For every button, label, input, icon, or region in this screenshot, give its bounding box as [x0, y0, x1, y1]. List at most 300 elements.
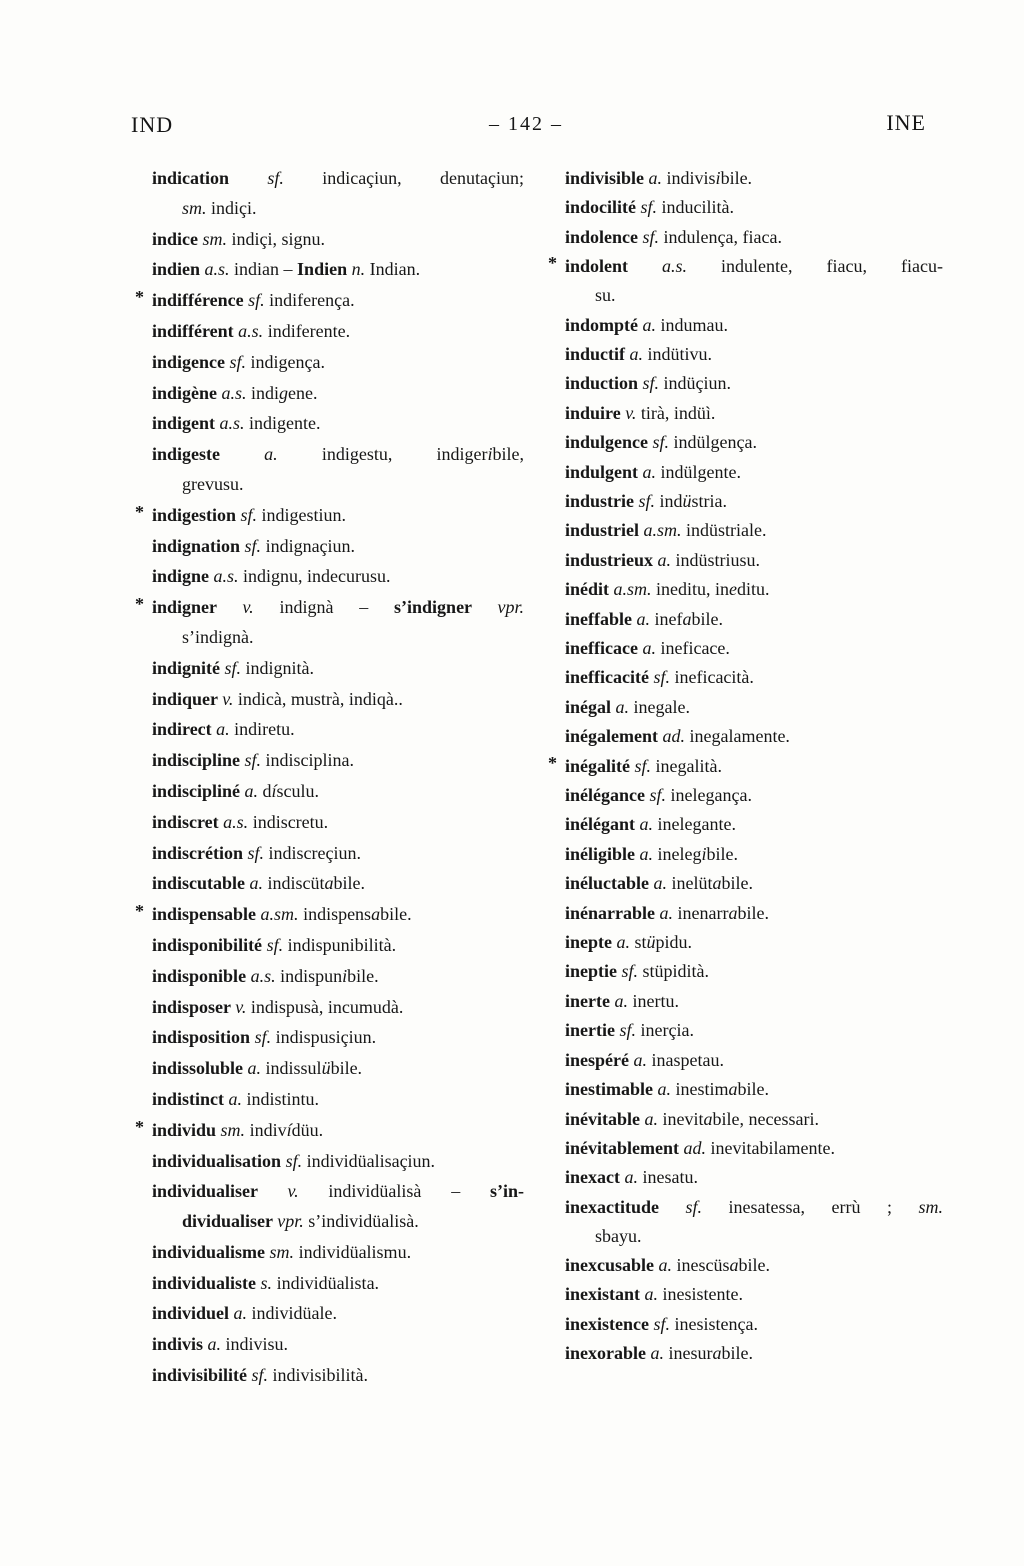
entry-line: [152, 501, 524, 531]
headword-text: inévitablement: [565, 1137, 684, 1158]
translation-text: indigestiun.: [261, 504, 347, 525]
dictionary-entry: [565, 311, 943, 340]
translation-text: Indian.: [369, 259, 421, 280]
entry-line: [565, 223, 943, 252]
headword-text: inégal: [565, 696, 616, 717]
entry-line: [565, 340, 943, 369]
grammar-label: n.: [351, 259, 370, 280]
dictionary-entry: [565, 1016, 943, 1045]
headword-text: inertie: [565, 1020, 620, 1041]
grammar-label: í: [286, 1119, 292, 1140]
dictionary-entry: [565, 399, 943, 428]
grammar-label: a.: [653, 873, 672, 894]
grammar-label: sm.: [269, 1241, 299, 1262]
grammar-label: a.s.: [221, 382, 252, 403]
translation-text: inducilità.: [661, 197, 734, 218]
translation-text: bile.: [738, 1255, 771, 1276]
headword-text: indisponible: [152, 965, 251, 986]
dictionary-entry: [565, 1251, 943, 1280]
dictionary-entry: [565, 1134, 943, 1163]
headword-text: inégalement: [565, 726, 663, 747]
grammar-label: i: [701, 843, 707, 864]
dictionary-entry: [152, 164, 524, 224]
headword-text: indirect: [152, 719, 217, 740]
headword-text: individu: [152, 1119, 221, 1140]
translation-text: ene.: [288, 382, 318, 403]
dictionary-entry: [152, 869, 524, 899]
dictionary-entry: [565, 1163, 943, 1192]
translation-text: inelegança.: [670, 785, 752, 806]
headword-text: indigeste: [152, 444, 265, 465]
translation-text: indütivu.: [647, 343, 713, 364]
entry-line: [152, 317, 524, 347]
grammar-label: vpr.: [277, 1211, 309, 1232]
grammar-label: v.: [287, 1181, 329, 1202]
dictionary-entry: [565, 1193, 943, 1251]
grammar-label: sf.: [224, 657, 246, 678]
grammar-label: v.: [235, 996, 251, 1017]
grammar-label: a.s.: [250, 965, 281, 986]
translation-text: indignu, indecurusu.: [243, 566, 391, 587]
grammar-label: sm.: [918, 1196, 943, 1217]
entry-line: [565, 1193, 943, 1222]
grammar-label: a.: [624, 1167, 643, 1188]
entry-line: [152, 1085, 524, 1115]
translation-text: inesur: [668, 1343, 713, 1364]
grammar-label: a.: [644, 1108, 663, 1129]
grammar-label: sm.: [220, 1119, 250, 1140]
translation-text: inesatu.: [642, 1167, 698, 1188]
entry-line: [565, 781, 943, 810]
grammar-label: sf.: [653, 667, 675, 688]
entry-line: [152, 1177, 524, 1207]
entry-line: [152, 931, 524, 961]
dictionary-entry: [565, 1075, 943, 1104]
translation-text: individüale.: [251, 1303, 338, 1324]
dictionary-entry: [152, 685, 524, 715]
entry-line: [565, 1105, 943, 1134]
grammar-label: a: [371, 904, 381, 925]
entry-line: [152, 440, 524, 470]
translation-text: ineficace.: [660, 638, 730, 658]
translation-text: indicà, mustrà, indiqà..: [237, 688, 403, 709]
grammar-label: a.sm.: [260, 904, 304, 925]
translation-text: indiçi.: [211, 197, 257, 218]
entry-line: [152, 1207, 524, 1237]
grammar-label: sf.: [619, 1020, 641, 1041]
translation-text: stüpidità.: [642, 961, 710, 982]
entry-line: [565, 458, 943, 487]
translation-text: ditu.: [737, 579, 770, 600]
entry-line: [565, 1339, 943, 1368]
entry-line: [152, 839, 524, 869]
dictionary-entry: [565, 458, 943, 487]
entry-line: [565, 516, 943, 545]
translation-text: inerçia.: [640, 1020, 694, 1041]
translation-text: bile.: [333, 873, 366, 894]
entry-line: [565, 164, 943, 193]
dictionary-entry: [152, 962, 524, 992]
entry-line: [152, 746, 524, 776]
headword-text: induire: [565, 402, 626, 423]
grammar-label: s.: [260, 1272, 277, 1293]
dictionary-entry: [152, 1085, 524, 1115]
translation-text: indissul: [265, 1058, 322, 1079]
grammar-label: sf.: [240, 504, 262, 525]
grammar-label: v.: [222, 688, 238, 709]
grammar-label: sf.: [285, 1150, 307, 1171]
dictionary-entry: [152, 1023, 524, 1053]
dictionary-entry: [152, 808, 524, 838]
headword-text: indigent: [152, 413, 220, 434]
dictionary-entry: [565, 1105, 943, 1134]
headword-text: inexistence: [565, 1313, 654, 1334]
dictionary-entry: [152, 562, 524, 592]
grammar-label: a.sm.: [613, 579, 657, 600]
grammar-label: a.: [216, 719, 235, 740]
dictionary-entry: [565, 193, 943, 222]
translation-text: indi: [251, 382, 280, 403]
dictionary-entry: [152, 409, 524, 439]
grammar-label: a.: [633, 1049, 652, 1070]
dictionary-entry: [152, 1238, 524, 1268]
grammar-label: a.s.: [238, 320, 268, 341]
headword-text: inéluctable: [565, 873, 654, 894]
page-number: – 142 –: [489, 113, 563, 135]
translation-text: inestim: [675, 1079, 729, 1100]
translation-text: inescüs: [676, 1255, 730, 1276]
entry-line: [565, 1134, 943, 1163]
entry-line: [152, 1023, 524, 1053]
headword-text: inélégance: [565, 785, 650, 806]
dictionary-entry: [565, 634, 943, 663]
entry-line: [565, 693, 943, 722]
dictionary-entry: [565, 369, 943, 398]
entry-line: [152, 470, 524, 500]
grammar-label: sf.: [685, 1196, 729, 1217]
headword-text: indigène: [152, 382, 222, 403]
entry-line: [565, 369, 943, 398]
translation-text: bile.: [737, 1079, 769, 1100]
headword-text: Indien: [297, 259, 352, 280]
dictionary-entry: [152, 1054, 524, 1084]
grammar-label: i: [342, 965, 348, 986]
entry-line: [152, 808, 524, 838]
dictionary-entry: [152, 348, 524, 378]
translation-text: indigença.: [250, 351, 326, 372]
translation-text: indiscreçiun.: [268, 842, 362, 863]
entry-line: [565, 1222, 943, 1251]
dictionary-entry: [135, 286, 524, 316]
entry-line: [565, 987, 943, 1016]
entry-line: [152, 900, 524, 930]
grammar-label: a.: [629, 343, 648, 364]
translation-text: s’indignà.: [182, 626, 254, 647]
entry-line: [565, 722, 943, 751]
headword-text: individuel: [152, 1303, 234, 1324]
headword-text: inexistant: [565, 1284, 645, 1305]
headword-text: indulgent: [565, 461, 643, 482]
translation-text: sbayu.: [595, 1225, 642, 1246]
translation-text: indignità.: [245, 657, 315, 678]
headword-text: indisposition: [152, 1027, 255, 1048]
translation-text: ineficacità.: [674, 667, 754, 688]
entry-line: [152, 409, 524, 439]
grammar-label: a.sm.: [643, 520, 687, 541]
headword-text: indignité: [152, 657, 225, 678]
grammar-label: a.: [264, 444, 322, 465]
translation-text: indiferente.: [267, 320, 351, 341]
translation-text: indivisibilità.: [272, 1365, 369, 1386]
entry-line: [152, 194, 524, 224]
star-marker: *: [135, 287, 144, 308]
headword-text: indompté: [565, 314, 643, 335]
grammar-label: a.: [639, 843, 658, 864]
dictionary-entry: [135, 501, 524, 531]
entry-line: [565, 1075, 943, 1104]
grammar-label: sf.: [251, 1365, 273, 1386]
entry-line: [152, 1269, 524, 1299]
headword-text: indissoluble: [152, 1058, 248, 1079]
grammar-label: v.: [625, 402, 641, 423]
headword-text: inédit: [565, 579, 614, 600]
headword-text: inepte: [565, 932, 617, 953]
dictionary-entry: [152, 1361, 524, 1391]
entry-line: [565, 899, 943, 928]
headword-text: individualiser: [152, 1181, 288, 1202]
translation-text: su.: [595, 285, 616, 306]
translation-text: bile, necessari.: [712, 1108, 819, 1129]
dictionary-entry: [565, 340, 943, 369]
dictionary-entry: [565, 1339, 943, 1368]
translation-text: bile.: [720, 168, 753, 188]
grammar-label: a.s.: [213, 566, 244, 587]
grammar-label: sf.: [267, 168, 323, 188]
headword-text: indistinct: [152, 1088, 229, 1109]
dictionary-entry: [565, 693, 943, 722]
headword-text: indiscipline: [152, 750, 245, 771]
star-marker: *: [548, 253, 557, 274]
dictionary-entry: [152, 440, 524, 500]
headword-text: induction: [565, 373, 643, 394]
grammar-label: a.s.: [204, 259, 235, 280]
dictionary-entry: [152, 654, 524, 684]
translation-text: bile.: [721, 1343, 753, 1364]
headword-text: indifférent: [152, 320, 239, 341]
dictionary-entry: [565, 1046, 943, 1075]
dictionary-entry: [152, 225, 524, 255]
entry-line: [565, 1046, 943, 1075]
entry-line: [152, 685, 524, 715]
translation-text: individüalista.: [276, 1272, 380, 1293]
entry-line: [565, 663, 943, 692]
headword-text: inerte: [565, 990, 615, 1011]
grammar-label: a.: [616, 932, 635, 953]
headword-text: individualisation: [152, 1150, 286, 1171]
entry-line: [152, 654, 524, 684]
grammar-label: a.: [657, 549, 676, 570]
grammar-label: sf.: [642, 373, 664, 394]
grammar-label: sf.: [254, 1027, 276, 1048]
entry-line: [152, 379, 524, 409]
translation-text: inesistente.: [662, 1284, 743, 1305]
entry-line: [152, 593, 524, 623]
grammar-label: a: [712, 873, 722, 894]
translation-text: inef: [654, 608, 683, 629]
grammar-label: a: [728, 902, 738, 923]
dictionary-entry: [565, 428, 943, 457]
headword-text: indulgence: [565, 432, 653, 453]
grammar-label: i: [715, 168, 721, 188]
dictionary-entry: [565, 575, 943, 604]
grammar-label: ad.: [662, 726, 690, 747]
column-left: [135, 164, 525, 1392]
grammar-label: sm.: [182, 197, 212, 218]
guide-word-left: IND: [131, 112, 174, 137]
dictionary-entry: [135, 1116, 524, 1146]
dictionary-entry: [565, 957, 943, 986]
headword-text: indien: [152, 259, 205, 280]
grammar-label: i: [487, 444, 493, 465]
headword-text: indispensable: [152, 904, 261, 925]
translation-text: bile,: [492, 444, 525, 465]
translation-text: grevusu.: [182, 473, 244, 494]
headword-text: indigestion: [152, 504, 241, 525]
translation-text: bile.: [721, 873, 753, 894]
entry-line: [565, 546, 943, 575]
translation-text: indispusiçiun.: [275, 1027, 377, 1048]
translation-text: ineleg: [657, 843, 702, 864]
grammar-label: a.: [639, 814, 658, 835]
translation-text: individüalismu.: [298, 1241, 412, 1262]
grammar-label: sf.: [248, 290, 270, 311]
headword-text: indigner: [152, 597, 243, 618]
translation-text: bile.: [347, 965, 379, 986]
entry-line: [565, 399, 943, 428]
headword-text: indivis: [152, 1334, 208, 1355]
dictionary-entry: [152, 379, 524, 409]
dictionary-entry: [565, 663, 943, 692]
headword-text: indisponibilité: [152, 934, 267, 955]
headword-text: indiscipliné: [152, 780, 245, 801]
grammar-label: v.: [242, 597, 280, 618]
grammar-label: sf.: [638, 490, 660, 511]
headword-text: inexact: [565, 1167, 625, 1188]
grammar-label: ü: [321, 1058, 331, 1079]
headword-text: indifférence: [152, 290, 249, 311]
entry-line: [565, 1251, 943, 1280]
dictionary-entry: [565, 928, 943, 957]
headword-text: indivisibilité: [152, 1365, 252, 1386]
headword-text: individualisme: [152, 1241, 270, 1262]
entry-line: [152, 1330, 524, 1360]
entry-line: [152, 532, 524, 562]
translation-text: indian –: [234, 259, 298, 280]
translation-text: indicaçiun, denutaçiun;: [322, 168, 524, 188]
headword-text: inespéré: [565, 1049, 634, 1070]
entry-line: [152, 225, 524, 255]
dictionary-entry: [152, 1299, 524, 1329]
headword-text: indice: [152, 228, 203, 249]
grammar-label: a.: [650, 1343, 669, 1364]
dictionary-entry: [152, 715, 524, 745]
dictionary-entry: [565, 987, 943, 1016]
entry-line: [565, 487, 943, 516]
dictionary-entry: [135, 593, 525, 653]
star-marker: *: [135, 901, 144, 922]
headword-text: inestimable: [565, 1079, 658, 1100]
grammar-label: ü: [682, 490, 692, 511]
grammar-label: a.s.: [219, 413, 250, 434]
dictionary-entry: [565, 810, 943, 839]
translation-text: indignà –: [279, 597, 395, 618]
star-marker: *: [135, 594, 144, 615]
dictionary-entry: [565, 605, 943, 634]
grammar-label: a: [729, 1255, 739, 1276]
translation-text: stria.: [691, 490, 728, 511]
headword-text: inductif: [565, 343, 630, 364]
translation-text: indiçi, signu.: [231, 228, 326, 249]
translation-text: inertu.: [632, 990, 679, 1011]
headword-text: inélégant: [565, 814, 640, 835]
translation-text: indiv: [249, 1119, 287, 1140]
translation-text: indiscretu.: [252, 811, 329, 832]
translation-text: s’individüalisà.: [308, 1211, 419, 1232]
translation-text: indigestu, indiger: [321, 444, 488, 465]
entry-line: [152, 777, 524, 807]
headword-text: industrieux: [565, 549, 658, 570]
star-marker: *: [135, 1116, 144, 1137]
entry-line: [565, 575, 943, 604]
dictionary-entry: [565, 869, 943, 898]
translation-text: ineditu, in: [656, 579, 730, 600]
translation-text: ind: [659, 490, 683, 511]
column-right: [548, 164, 943, 1369]
dictionary-entry: [548, 752, 943, 781]
headword-text: indiquer: [152, 688, 223, 709]
translation-text: individüalisà –: [328, 1181, 490, 1202]
headword-text: indiscrétion: [152, 842, 248, 863]
headword-text: indication: [152, 168, 268, 188]
entry-line: [152, 962, 524, 992]
headword-text: indignation: [152, 535, 245, 556]
dictionary-entry: [565, 781, 943, 810]
translation-text: indispunibilità.: [287, 934, 397, 955]
entry-line: [565, 428, 943, 457]
grammar-label: a: [703, 1108, 713, 1129]
dictionary-entry: [565, 516, 943, 545]
headword-text: individualiste: [152, 1272, 261, 1293]
headword-text: inexorable: [565, 1343, 651, 1364]
translation-text: indüstriusu.: [675, 549, 761, 570]
grammar-label: a.: [244, 780, 263, 801]
translation-text: indumau.: [660, 314, 729, 335]
grammar-label: a.s.: [662, 256, 722, 277]
dictionary-entry: [152, 777, 524, 807]
grammar-label: a.: [659, 902, 678, 923]
translation-text: bile.: [737, 902, 769, 923]
grammar-label: sf.: [244, 750, 266, 771]
translation-text: inenarr: [677, 902, 729, 923]
translation-text: inevit: [662, 1108, 704, 1129]
dictionary-entry: [152, 993, 524, 1023]
translation-text: indignaçiun.: [265, 535, 356, 556]
translation-text: indüçiun.: [663, 373, 732, 394]
grammar-label: ad.: [683, 1137, 711, 1158]
grammar-label: a.: [614, 990, 633, 1011]
headword-text: inégalité: [565, 755, 635, 776]
translation-text: pidu.: [655, 932, 693, 953]
